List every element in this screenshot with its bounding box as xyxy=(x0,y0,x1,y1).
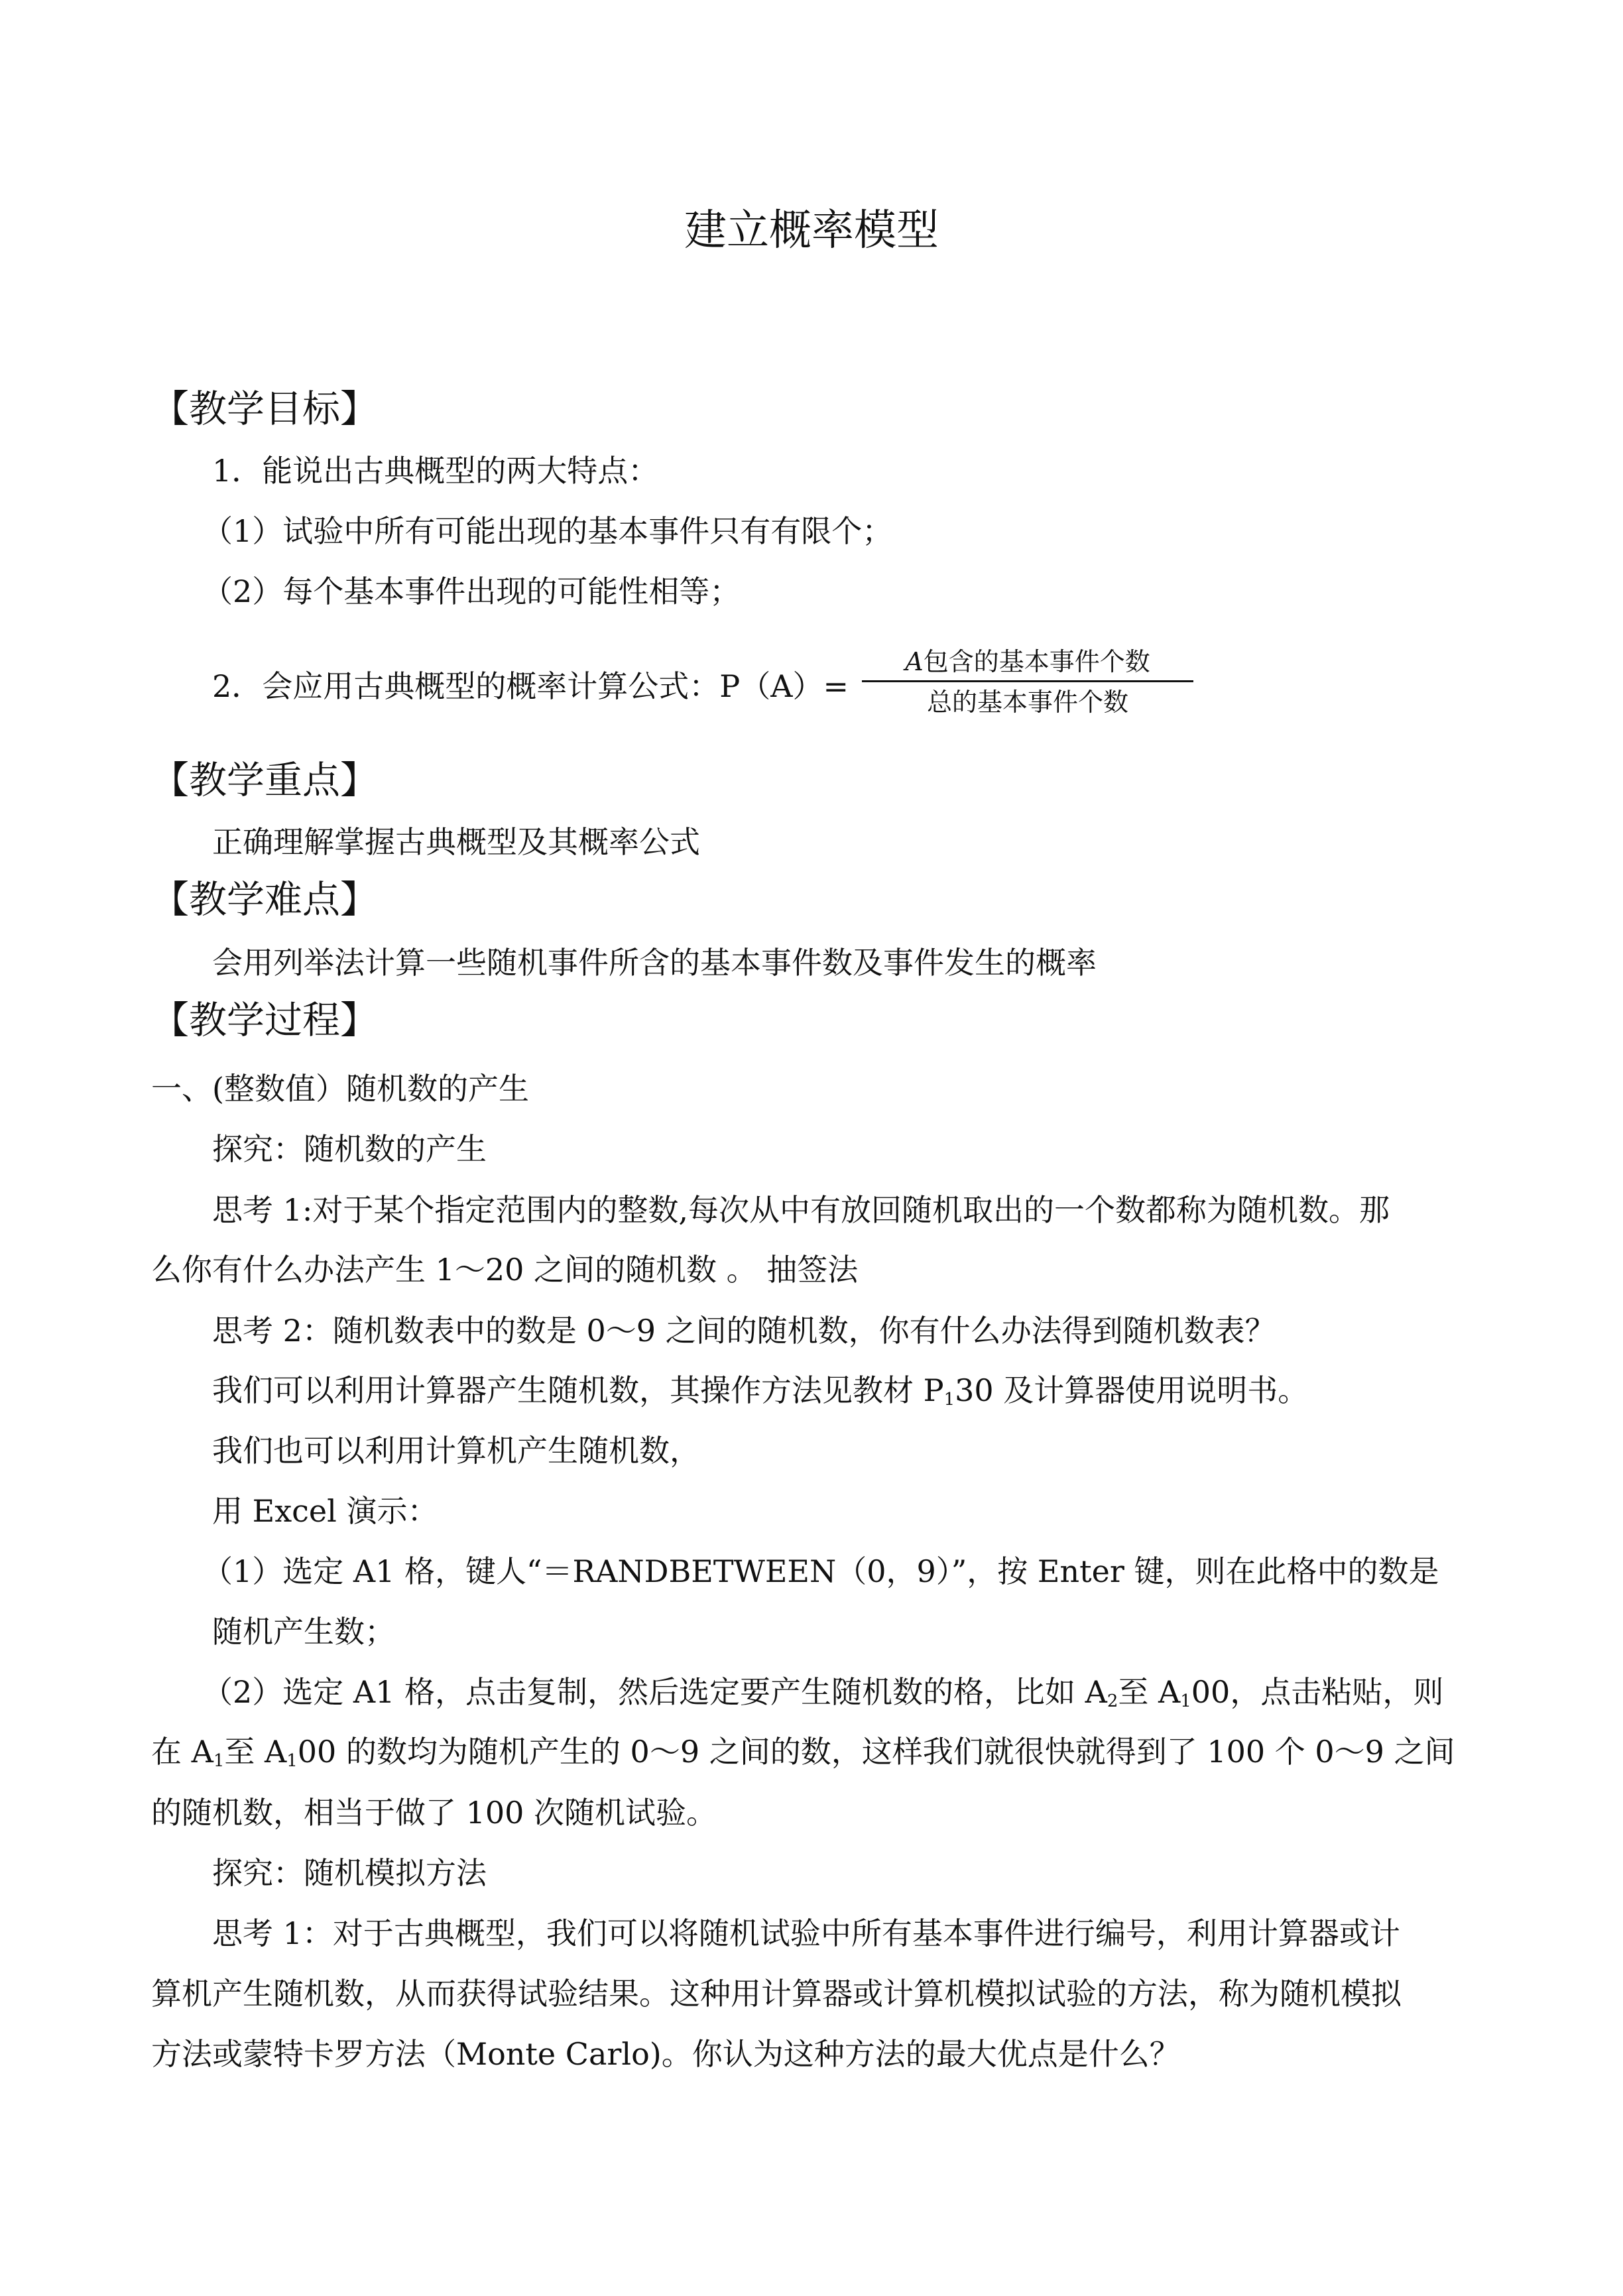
section-heading-goals: 【教学目标】 xyxy=(151,387,378,431)
step-2-line-3: 的随机数，相当于做了 100 次随机试验。 xyxy=(151,1795,717,1831)
step-1-line-1: （1）选定 A1 格，键人“＝RANDBETWEEN（0，9）”，按 Enter 键，则在此格中的数是 xyxy=(202,1553,1439,1589)
section-heading-key: 【教学重点】 xyxy=(151,758,378,802)
calculator-note: 我们可以利用计算器产生随机数，其操作方法见教材 $P_130$ 及计算器使用说明书。 xyxy=(212,1372,1309,1410)
section-heading-difficult: 【教学难点】 xyxy=(151,878,378,922)
goal-item-1a: （1）试验中所有可能出现的基本事件只有有限个； xyxy=(202,513,893,549)
explore-1: 探究：随机数的产生 xyxy=(212,1131,487,1167)
goal-item-2: 2．会应用古典概型的概率计算公式：P（A）= xyxy=(212,668,849,704)
think-3-line-2: 算机产生随机数，从而获得试验结果。这种用计算器或计算机模拟试验的方法，称为随机模拟 xyxy=(151,1976,1402,2012)
page-title: 建立概率模型 xyxy=(684,206,939,255)
think-1-line-2: 么你有什么办法产生 1～20 之间的随机数 。 抽签法 xyxy=(151,1252,859,1288)
section-heading-process: 【教学过程】 xyxy=(151,998,378,1042)
think-1-line-1: 思考 1:对于某个指定范围内的整数,每次从中有放回随机取出的一个数都称为随机数。那 xyxy=(212,1192,1390,1228)
think-2: 思考 2：随机数表中的数是 0～9 之间的随机数，你有什么办法得到随机数表？ xyxy=(212,1313,1276,1349)
difficult-point-text: 会用列举法计算一些随机事件所含的基本事件数及事件发生的概率 xyxy=(212,945,1097,981)
part-heading-1: 一、(整数值）随机数的产生 xyxy=(151,1071,529,1107)
probability-formula xyxy=(862,643,1193,722)
formula-numerator: A包含的基本事件个数 xyxy=(905,647,1150,676)
key-point-text: 正确理解掌握古典概型及其概率公式 xyxy=(212,824,700,860)
explore-2: 探究：随机模拟方法 xyxy=(212,1855,487,1891)
goal-item-1: 1．能说出古典概型的两大特点： xyxy=(212,453,659,489)
step-2-line-2: 在 $A_1$至 $A_100$ 的数均为随机产生的 0～9 之间的数，这样我们就很快就得到了 100 个 0～9 之间 xyxy=(151,1734,1455,1771)
think-3-line-3: 方法或蒙特卡罗方法（Monte Carlo)。你认为这种方法的最大优点是什么？ xyxy=(151,2036,1180,2072)
goal-item-1b: （2）每个基本事件出现的可能性相等； xyxy=(202,574,741,609)
step-1-line-2: 随机产生数； xyxy=(212,1614,395,1650)
think-3-line-1: 思考 1：对于古典概型，我们可以将随机试验中所有基本事件进行编号，利用计算器或计 xyxy=(212,1915,1400,1951)
step-2-line-1: （2）选定 A1 格，点击复制，然后选定要产生随机数的格，比如 $A_2$至 $A_100$，点击粘贴，则 xyxy=(202,1674,1444,1711)
formula-denominator: 总的基本事件个数 xyxy=(926,688,1128,717)
formula-variable: A xyxy=(905,647,924,676)
excel-demo: 用 Excel 演示： xyxy=(212,1493,438,1529)
computer-note: 我们也可以利用计算机产生随机数， xyxy=(212,1433,700,1469)
